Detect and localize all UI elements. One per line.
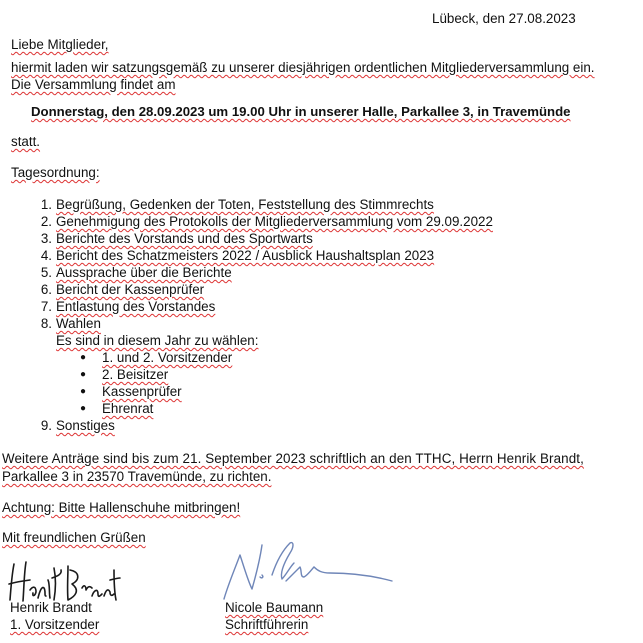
agenda-item: 6. Bericht der Kassenprüfer <box>40 282 205 297</box>
intro-line-2: Die Versammlung findet am <box>11 77 176 92</box>
date-line: Lübeck, den 27.08.2023 <box>432 11 576 26</box>
signer-2-name: Nicole Baumann <box>225 600 324 615</box>
agenda-item: 3. Berichte des Vorstands und des Sportwarts <box>40 231 313 246</box>
agenda-item: 4. Bericht des Schatzmeisters 2022 / Ausblick Haushaltsplan 2023 <box>40 248 435 263</box>
agenda-item: 9. Sonstiges <box>40 418 115 433</box>
wahlen-item: ● Kassenprüfer <box>80 384 182 399</box>
agenda-item: 5. Aussprache über die Berichte <box>40 265 232 280</box>
bullet-icon: ● <box>80 352 87 363</box>
further-line-2: Parkallee 3 in 23570 Travemünde, zu richten. <box>2 469 272 484</box>
bullet-icon: ● <box>80 369 87 380</box>
intro-line-1: hiermit laden wir satzungsgemäß zu unserer diesjährigen ordentlichen Mitgliederversammlung ein. <box>11 60 595 75</box>
wahlen-item: ● 1. und 2. Vorsitzender <box>80 350 233 365</box>
signer-1-name: Henrik Brandt <box>10 600 92 615</box>
signature-henrik-brandt <box>6 560 121 605</box>
agenda-list <box>30 196 630 434</box>
wahlen-intro: Es sind in diesem Jahr zu wählen: <box>56 333 259 348</box>
agenda-item: 2. Genehmigung des Protokolls der Mitgliederversammlung vom 29.09.2022 <box>40 214 493 229</box>
signature-nicole-baumann <box>220 537 400 607</box>
agenda-item: 8. Wahlen <box>40 316 101 331</box>
agenda-item: 7. Entlastung des Vorstandes <box>40 299 216 314</box>
attention-note: Achtung: Bitte Hallenschuhe mitbringen! <box>2 500 241 515</box>
closing: Mit freundlichen Grüßen <box>2 530 146 545</box>
agenda-item: 1. Begrüßung, Gedenken der Toten, Feststellung des Stimmrechts <box>40 197 434 212</box>
bullet-icon: ● <box>80 386 87 397</box>
statt-text: statt. <box>11 134 41 149</box>
wahlen-item: ● 2. Beisitzer <box>80 367 169 382</box>
bullet-icon: ● <box>80 403 87 414</box>
agenda-title: Tagesordnung: <box>11 165 100 180</box>
signer-1-role: 1. Vorsitzender <box>10 617 100 632</box>
further-line-1: Weitere Anträge sind bis zum 21. September 2023 schriftlich an den TTHC, Herrn Henrik Brandt, <box>2 451 584 466</box>
signer-2-role: Schriftführerin <box>225 617 309 632</box>
meeting-line: Donnerstag, den 28.09.2023 um 19.00 Uhr in unserer Halle, Parkallee 3, in Travemünde <box>31 104 571 119</box>
wahlen-item: ● Ehrenrat <box>80 401 154 416</box>
salutation: Liebe Mitglieder, <box>11 37 109 52</box>
